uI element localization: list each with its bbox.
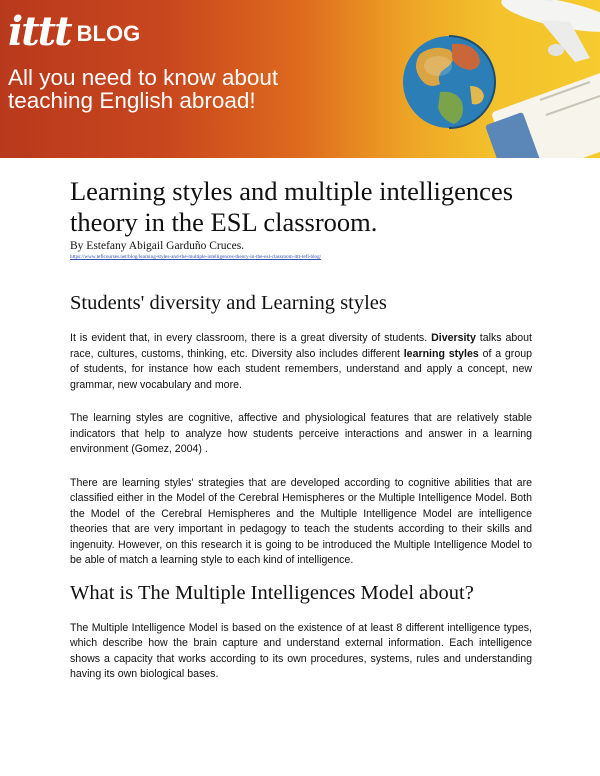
blog-banner [0, 0, 600, 158]
paragraph-learning-styles-definition: The learning styles are cognitive, affective and physiological features that are relatively stable indicators that help to analyze how students perceive interactions and answer in a learning environment (Gomez, 2004) . [70, 412, 532, 455]
itt-blog-logo[interactable] [8, 10, 140, 54]
article-title: Learning styles and multiple intelligences theory in the ESL classroom. [70, 176, 514, 237]
term-diversity: Diversity [431, 332, 476, 344]
section-heading-diversity: Students' diversity and Learning styles [70, 292, 387, 314]
logo-blog-label: BLOG [76, 21, 141, 46]
paragraph-learning-strategies: There are learning styles' strategies that are developed according to cognitive abilities that are classified either in the Model of the Cerebral Hemispheres or the Multiple Intelligence Model. Both the Model of the Cerebral Hemispheres and the Multiple Intelligence Model are intelligence theories that are very important in pedagogy to teach the students according to their skills and ingenuity. However, on this research it is going to be introduced the Multiple Intelligence Model to be able of match a learning style to each kind of intelligence. [70, 476, 532, 566]
article-body [70, 170, 532, 683]
globe-icon [403, 36, 495, 128]
article-byline: By Estefany Abigail Garduño Cruces. [70, 240, 245, 252]
paragraph-multiple-intelligences: The Multiple Intelligence Model is based on the existence of at least 8 different intelligence types, which describe how the brain capture and understand external information. Each intelligence shows a capacity that works according to its own procedures, systems, rules and understanding having its own biological bases. [70, 621, 532, 680]
term-learning-styles: learning styles [403, 347, 479, 360]
passport-ticket-icon [485, 72, 600, 158]
banner-tagline: All you need to know about teaching English abroad! [8, 65, 279, 113]
logo-wordmark: ittt [8, 8, 71, 55]
section-heading-multiple-intelligences: What is The Multiple Intelligences Model about? [70, 581, 474, 604]
airplane-icon [499, 0, 600, 62]
article-source-link[interactable]: https://www.teflcourses.net/blog/learning-styles-and-the-multiple-intelligences-theory-in-the-esl-classroom-ittt-tefl-blog/ [70, 254, 322, 260]
paragraph-diversity: It is evident that, in every classroom, there is a great diversity of students. Diversity talks about race, cultures, customs, thinking, etc. Diversity also includes different learning styles of a group of students, for instance how each student remembers, understand and apply a concept, new grammar, new vocabulary and more. [70, 332, 533, 391]
